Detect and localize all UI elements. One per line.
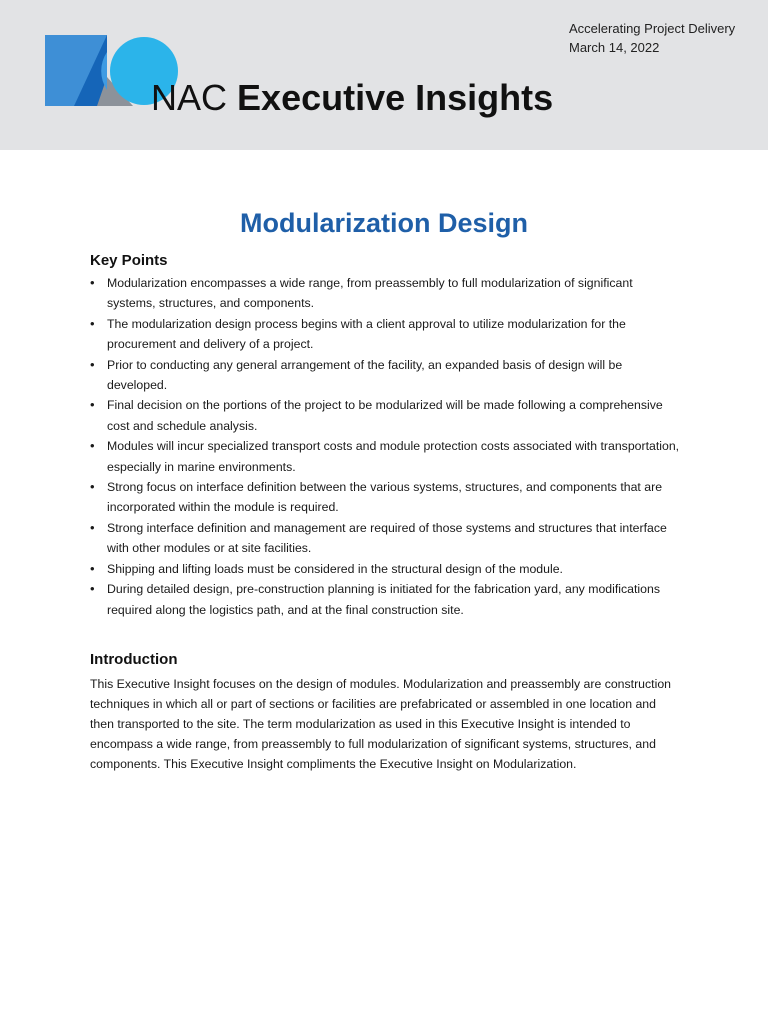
list-item: • Shipping and lifting loads must be considered in the structural design of the module.: [90, 559, 680, 579]
brand-title: [151, 76, 553, 120]
list-item: • Final decision on the portions of the project to be modularized will be made following a comprehensive cost and schedule analysis.: [90, 395, 680, 436]
publish-date: March 14, 2022: [569, 40, 660, 55]
introduction-paragraph: This Executive Insight focuses on the design of modules. Modularization and preassembly are construction techniques in which all or part of sections or facilities are prefabricated or assembled in one location and then transported to the site. The term modularization as used in this Executive Insight is intended to encompass a wide range, from preassembly to full modularization of significant systems, structures, and components. This Executive Insight compliments the Executive Insight on Modularization.: [90, 677, 671, 771]
key-points-heading: Key Points: [90, 252, 168, 269]
list-item: • Strong focus on interface definition between the various systems, structures, and components that are incorporated within the module is required.: [90, 477, 680, 518]
header-banner: [0, 0, 768, 150]
page-title: Modularization Design: [239, 208, 528, 238]
brand-prefix: NAC: [151, 77, 228, 118]
list-item: • Modules will incur specialized transport costs and module protection costs associated with transportation, especially in marine environments.: [90, 436, 680, 477]
introduction-heading: Introduction: [90, 651, 178, 668]
brand-name: Executive Insights: [237, 77, 554, 118]
list-item: • During detailed design, pre-construction planning is initiated for the fabrication yard, any modifications required along the logistics path, and at the final construction site.: [90, 579, 680, 620]
list-item: • Prior to conducting any general arrangement of the facility, an expanded basis of design will be developed.: [90, 355, 680, 396]
category-label: Accelerating Project Delivery: [569, 21, 736, 36]
header-meta: [569, 19, 735, 57]
list-item: • Modularization encompasses a wide range, from preassembly to full modularization of significant systems, structures, and components.: [90, 273, 680, 314]
key-points-list: [90, 273, 680, 620]
list-item: • Strong interface definition and management are required of those systems and structures that interface with other modules or at site facilities.: [90, 518, 680, 559]
list-item: • The modularization design process begins with a client approval to utilize modularization for the procurement and delivery of a project.: [90, 314, 680, 355]
